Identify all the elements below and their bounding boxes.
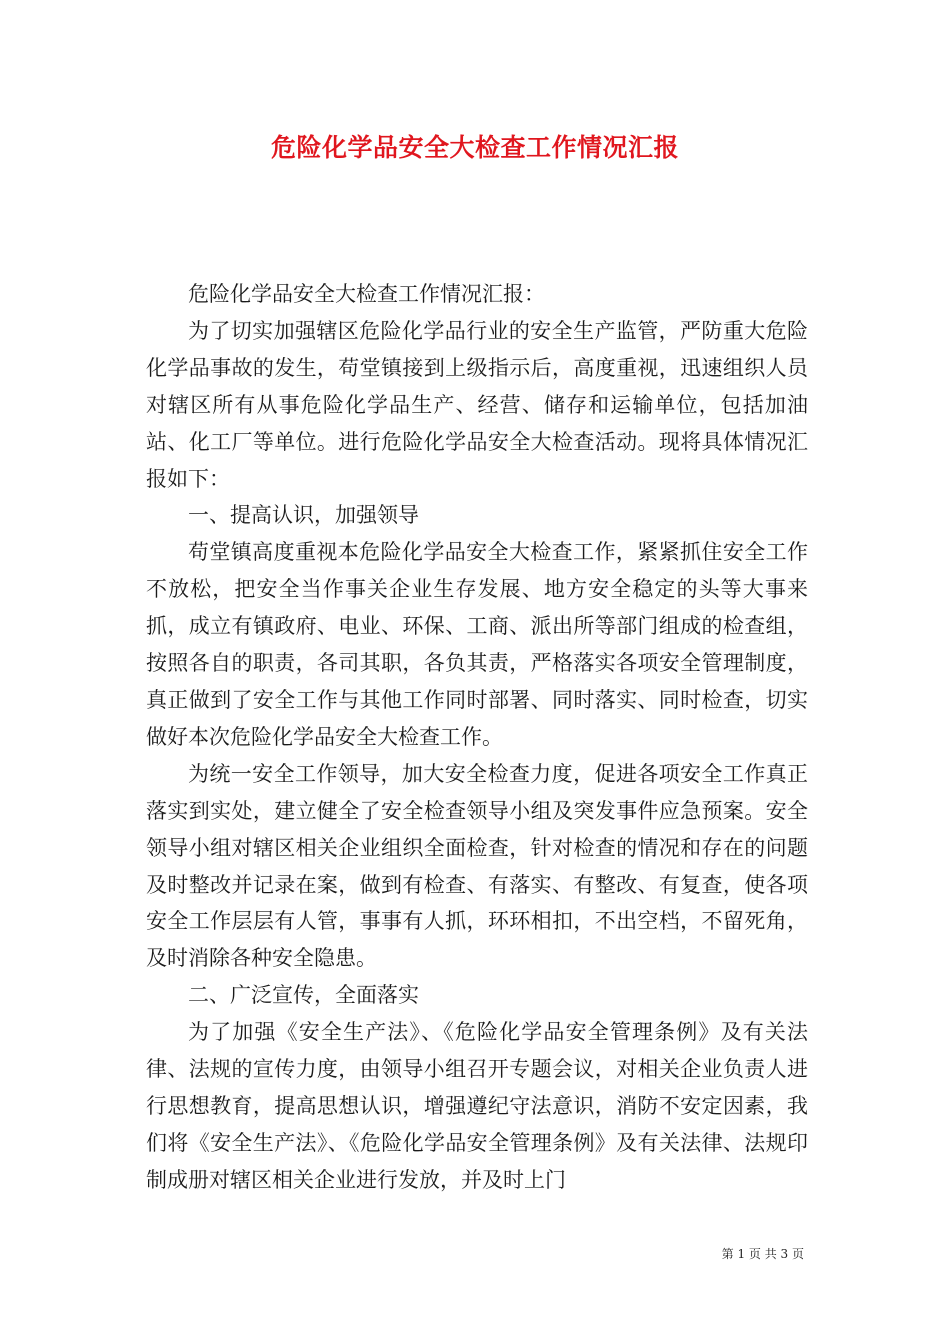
paragraph-section-2-a: 为了加强《安全生产法》、《危险化学品安全管理条例》及有关法律、法规的宣传力度，由领导小组召开专题会议，对相关企业负责人进行思想教育，提高思想认识，增强遵纪守法意识，消防不安定因素，我们将《安全生产法》、《危险化学品安全管理条例》及有关法律、法规印制成册对辖区相关企业进行发放，并及时上门 [146,1020,808,1192]
document-body [146,276,808,1199]
paragraph-section-1-b: 为统一安全工作领导，加大安全检查力度，促进各项安全工作真正落实到实处，建立健全了安全检查领导小组及突发事件应急预案。安全领导小组对辖区相关企业组织全面检查，针对检查的情况和存在的问题及时整改并记录在案，做到有检查、有落实、有整改、有复查，使各项安全工作层层有人管，事事有人抓，环环相扣，不出空档，不留死角，及时消除各种安全隐患。 [146,761,808,971]
paragraph-section-1-a: 苟堂镇高度重视本危险化学品安全大检查工作，紧紧抓住安全工作不放松，把安全当作事关企业生存发展、地方安全稳定的头等大事来抓，成立有镇政府、电业、环保、工商、派出所等部门组成的检查组，按照各自的职责，各司其职，各负其责，严格落实各项安全管理制度，真正做到了安全工作与其他工作同时部署、同时落实、同时检查，切实做好本次危险化学品安全大检查工作。 [146,540,808,749]
section-heading-1: 一、提高认识，加强领导 [188,503,419,528]
paragraph-salutation: 危险化学品安全大检查工作情况汇报： [188,282,545,306]
page-number: 第 1 页 共 3 页 [721,1247,804,1261]
paragraph-intro: 为了切实加强辖区危险化学品行业的安全生产监管，严防重大危险化学品事故的发生，苟堂镇接到上级指示后，高度重视，迅速组织人员对辖区所有从事危险化学品生产、经营、储存和运输单位，包括加油站、化工厂等单位。进行危险化学品安全大检查活动。现将具体情况汇报如下： [146,318,808,491]
document-title: 危险化学品安全大检查工作情况汇报 [270,133,679,162]
section-heading-2: 二、广泛宣传，全面落实 [188,983,419,1008]
